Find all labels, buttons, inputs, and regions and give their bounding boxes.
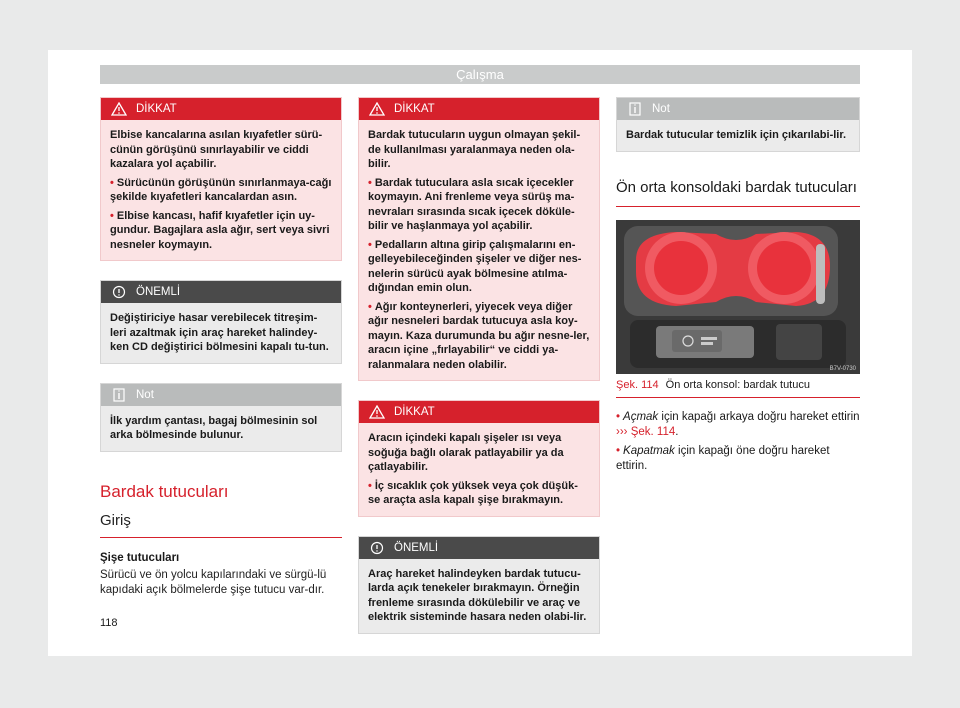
section-title: Ön orta konsoldaki bardak tutucuları (616, 178, 860, 207)
note-label: Not (136, 388, 154, 401)
figure-link[interactable]: Şek. 114 (627, 425, 676, 438)
column-2 (358, 97, 600, 653)
figure-caption (616, 374, 860, 398)
warning-triangle-icon (369, 405, 385, 419)
cup-holder-illustration (616, 220, 860, 374)
info-circle-icon (369, 541, 385, 555)
important-text: Değiştiriciye hasar verebilecek titreşim-leri azaltmak için araç hareket halindey-ken CD değiştirici bölmesini kapalı tu-tun. (110, 312, 329, 353)
note-box (100, 383, 342, 452)
warning-item: • Ağır konteynerleri, yiyecek veya diğer ağır nesneleri bardak tutucuya asla koy-mayın. Kaza durumunda bu ağır nesne-ler, aracın içine „fırlayabilir“ ve ciddi ya-ralanmalara neden olabilir. (368, 300, 590, 371)
column-3 (616, 97, 860, 478)
note-box (616, 97, 860, 152)
figure-label: Şek. 114 (616, 378, 659, 391)
note-icon (111, 388, 127, 402)
warning-triangle-icon (369, 102, 385, 116)
warning-intro: Aracın içindeki kapalı şişeler ısı veya soğuğa bağlı olarak patlayabilir ya da çatlayabilir. (368, 432, 564, 473)
note-text: İlk yardım çantası, bagaj bölmesinin sol arka bölmesinde bulunur. (110, 414, 318, 441)
important-label: ÖNEMLİ (394, 541, 439, 554)
figure-code: B7V-0730 (829, 365, 856, 372)
figure-caption-text: Ön orta konsol: bardak tutucu (665, 378, 810, 391)
warning-triangle-icon (111, 102, 127, 116)
subsection-title: Giriş (100, 512, 342, 538)
info-circle-icon (111, 285, 127, 299)
column-1 (100, 97, 342, 598)
warning-item: • Elbise kancası, hafif kıyafetler için uy-gundur. Bagajlara asla ağır, sert veya sivri nesneler koymayın. (110, 209, 330, 251)
note-text: Bardak tutucular temizlik için çıkarılabi-lir. (626, 129, 847, 141)
cup-holder-figure (616, 220, 860, 374)
warning-box (358, 400, 600, 517)
important-box (358, 536, 600, 634)
warning-item: • Sürücünün görüşünün sınırlanmaya-cağı şekilde kıyafetleri kancalardan asın. (110, 176, 332, 203)
warning-label: DİKKAT (394, 406, 435, 418)
warning-box (358, 97, 600, 381)
page-header: Çalışma (100, 65, 860, 84)
paragraph-heading: Şişe tutucuları (100, 551, 180, 564)
warning-item: • İç sıcaklık çok yüksek veya çok düşük-se araçta asla kapalı şişe bırakmayın. (368, 479, 578, 506)
warning-label: DİKKAT (136, 103, 177, 115)
important-box (100, 280, 342, 364)
list-item: • Kapatmak için kapağı öne doğru hareket ettirin. (616, 444, 830, 472)
warning-box (100, 97, 342, 261)
list-item: • Açmak için kapağı arkaya doğru hareket ettirin ››› Şek. 114. (616, 410, 860, 438)
paragraph-text: Sürücü ve ön yolcu kapılarındaki ve sürgü-lü kapıdaki açık bölmelerde şişe tutucu var-dır. (100, 568, 327, 596)
important-label: ÖNEMLİ (136, 286, 181, 298)
important-text: Araç hareket halindeyken bardak tutucu-larda açık tenekeler bırakmayın. Örneğin frenleme sırasında dökülebilir ve araç ve elektrik sisteminde hasara neden olabi-lir. (368, 567, 587, 623)
note-icon (627, 102, 643, 116)
warning-intro: Bardak tutucuların uygun olmayan şekil-de kullanılması yaralanmaya neden ola-bilir. (368, 129, 581, 170)
warning-item: • Bardak tutuculara asla sıcak içecekler koymayın. Ani frenleme veya sürüş ma-nevraları sırasında sıcak içecek döküle-bilir ve haşlanmaya yol açabilir. (368, 176, 575, 232)
warning-intro: Elbise kancalarına asılan kıyafetler sürü-cünün görüşünü sınırlayabilir ve ciddi kazalara yol açabilir. (110, 129, 323, 170)
warning-item: • Pedalların altına girip çalışmalarını en-gelleyebileceğinden şişeler ve diğer nes-nelerin sürücü ayak bölmesine atılma-dığından emin olun. (368, 238, 582, 294)
warning-label: DİKKAT (394, 103, 435, 115)
page-number: 118 (100, 617, 118, 629)
note-label: Not (652, 103, 670, 115)
section-title: Bardak tutucuları (100, 481, 229, 501)
reference-arrow: ››› (616, 425, 628, 438)
